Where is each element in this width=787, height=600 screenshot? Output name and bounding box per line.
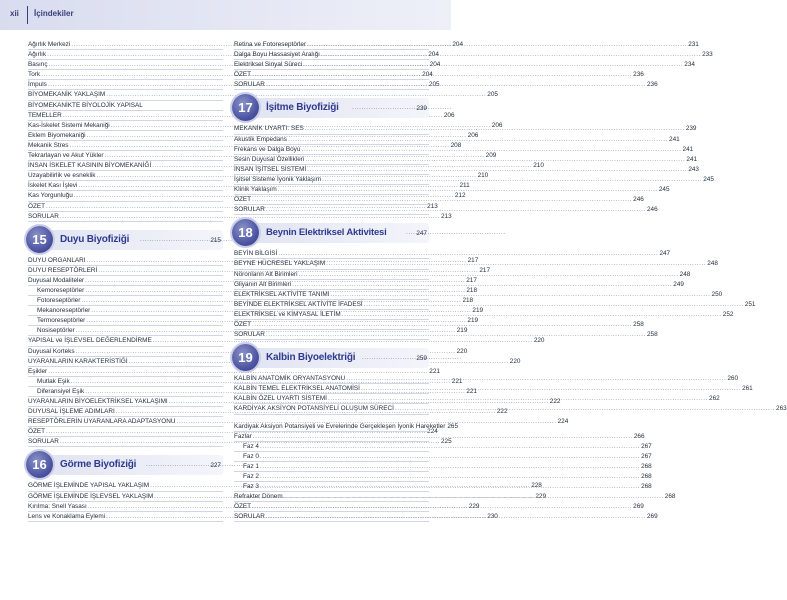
toc-entry-page: 217 (479, 266, 491, 274)
toc-entry-label: GÖRME İŞLEMİNDE YAPISAL YAKLAŞIM (28, 482, 150, 490)
leader-dots (266, 80, 646, 89)
toc-entry-label: Sesin Duyusal Özellikleri (234, 155, 305, 163)
toc-entry-label: GÖRME İŞLEMİNDE İŞLEVSEL YAKLAŞIM (28, 492, 154, 500)
toc-entry-label: Kas Yorgunluğu (28, 192, 73, 200)
toc-entry-page: 234 (684, 61, 695, 69)
toc-entry-page: 252 (722, 310, 734, 318)
toc-entry[interactable] (28, 101, 223, 111)
toc-entry-page: 212 (454, 192, 466, 200)
leader-dots (260, 462, 640, 471)
toc-entry-label: Lens ve Konaklama Eylemi (28, 512, 106, 520)
toc-entry-label: Kardiyak Aksiyon Potansiyeli ve Evrelerinde Gerçekleşen İyonik Hareketler (234, 423, 446, 431)
leader-dots (326, 259, 706, 268)
leader-dots (328, 394, 708, 403)
toc-entry-page: 219 (456, 327, 468, 335)
toc-entry-label: DUYUSAL İŞLEME ADIMLARI (28, 408, 115, 416)
leader-dots (364, 300, 744, 309)
leader-dots (252, 195, 632, 204)
toc-entry-label: Mutlak Eşik (37, 377, 70, 385)
toc-entry-label: KALBİN TEMEL ELEKTRİKSEL ANATOMİSİ (234, 385, 360, 393)
leader-dots (361, 384, 741, 393)
toc-entry-label: ÖZET (28, 428, 46, 436)
toc-entry-page: 213 (441, 212, 452, 220)
toc-entry[interactable] (28, 90, 498, 100)
chapter-title: İşitme Biyofiziği (266, 102, 339, 114)
chapter-number-badge: 17 (232, 94, 259, 121)
toc-entry-label: ÖZET (28, 202, 46, 210)
toc-entry-page: 265 (447, 423, 459, 431)
chapter-number-badge: 15 (26, 226, 53, 253)
toc-entry-page: 208 (450, 141, 462, 149)
toc-entry-page: 263 (776, 405, 787, 413)
leader-dots (252, 70, 632, 79)
toc-entry-label: DUYU ORGANLARI (28, 256, 86, 264)
toc-entry-label: Fotoreseptörler (37, 297, 81, 305)
leader-dots (305, 155, 685, 164)
toc-entry-label: Kemoreseptörler (37, 286, 85, 294)
toc-entry-label: Nosiseptörler (37, 327, 75, 335)
toc-entry-page: 245 (703, 175, 714, 183)
toc-entry-label: Faz 1 (243, 462, 259, 470)
toc-entry-page: 241 (682, 145, 694, 153)
toc-entry-page: 248 (679, 270, 691, 278)
toc-entry-label: Faz 2 (243, 472, 259, 480)
toc-entry-page: 268 (641, 472, 652, 480)
toc-entry[interactable] (28, 111, 455, 121)
toc-entry-page: 206 (443, 111, 455, 119)
chapter-18-heading[interactable] (234, 223, 429, 243)
toc-entry-page: 220 (533, 337, 545, 345)
toc-entry-page: 220 (509, 357, 521, 365)
leader-dots (307, 165, 687, 174)
leader-dots (284, 492, 664, 501)
toc-entry-label: Klinik Yaklaşım (234, 186, 277, 194)
chapter-title: Duyu Biyofiziği (60, 233, 130, 245)
toc-entry-page: 225 (441, 438, 452, 446)
toc-entry[interactable] (28, 212, 452, 222)
chapter-15-heading[interactable] (28, 230, 223, 250)
leader-dots (253, 432, 633, 441)
toc-entry-label: UYARANLARIN BİYOELEKTRİKSEL YAKLAŞIMI (28, 398, 168, 405)
toc-entry-page: 250 (711, 290, 723, 298)
toc-entry-page: 206 (491, 121, 503, 129)
toc-entry-page: 204 (428, 51, 439, 59)
leader-dots (305, 124, 685, 133)
toc-entry-page: 220 (456, 347, 468, 355)
chapter-page: 259 (416, 355, 427, 363)
chapter-17-heading[interactable] (234, 98, 429, 118)
toc-entry-label: Retina ve Fotoreseptörler (234, 41, 307, 48)
toc-entry[interactable] (234, 462, 652, 472)
toc-entry-page: 267 (641, 442, 652, 450)
toc-entry-page: 224 (557, 418, 569, 426)
toc-entry[interactable] (28, 336, 545, 346)
toc-entry-label: KARDİYAK AKSİYON POTANSİYELİ OLUŞUM SÜRECİ (234, 405, 394, 413)
leader-dots (146, 461, 202, 469)
toc-entry-page: 249 (673, 280, 684, 288)
toc-entry-page: 229 (468, 502, 480, 510)
toc-entry-label: İNSAN İŞİTSEL SİSTEMİ (234, 165, 307, 173)
toc-entry-label: Fazlar (234, 432, 252, 440)
toc-entry-label: Duyusal Korteks (28, 347, 75, 355)
toc-entry-page: 241 (686, 155, 698, 163)
toc-entry-page: 231 (688, 41, 699, 48)
toc-entry-page: 239 (685, 125, 697, 133)
leader-dots (352, 104, 408, 112)
toc-entry-page: 248 (707, 260, 718, 268)
leader-dots (278, 249, 658, 258)
leader-dots (252, 502, 632, 511)
toc-entry[interactable] (28, 347, 468, 357)
toc-entry-page: 211 (459, 182, 470, 190)
toc-entry-label: UYARANLARIN KARAKTERİSTİĞİ (28, 357, 128, 365)
toc-entry-label: Faz 4 (243, 442, 259, 450)
toc-entry-label: YAPISAL ve İŞLEVSEL DEĞERLENDİRME (28, 337, 152, 345)
toc-entry-page: 224 (427, 428, 438, 436)
toc-entry-page: 222 (549, 398, 561, 405)
toc-entry-page: 243 (688, 165, 699, 173)
toc-entry[interactable] (28, 367, 440, 377)
toc-entry-label: ÖZET (234, 196, 252, 204)
toc-entry-label: Eklem Biyomekaniği (28, 131, 86, 139)
toc-entry-page: 218 (462, 297, 474, 305)
header-divider (27, 6, 28, 24)
header-bar (0, 0, 451, 30)
leader-dots (362, 354, 412, 362)
toc-entry-page: 246 (647, 206, 658, 214)
chapter-19-heading[interactable] (234, 348, 429, 368)
toc-entry-label: ÖZET (234, 320, 252, 328)
leader-dots (321, 50, 701, 59)
toc-entry-page: 219 (467, 317, 479, 325)
leader-dots (266, 330, 646, 339)
toc-entry-page: 262 (709, 395, 720, 403)
toc-entry-label: Gliyanın Alt Birimleri (234, 280, 292, 288)
leader-dots (307, 40, 687, 49)
leader-dots (252, 320, 632, 329)
leader-dots (301, 145, 681, 154)
toc-entry-label: İşitsel Sisteme İyonik Yaklaşım (234, 175, 322, 183)
toc-entry-page: 219 (472, 307, 484, 315)
toc-entry-label: SORULAR (234, 81, 265, 89)
toc-entry-page: 241 (669, 135, 680, 143)
toc-entry-page: 251 (744, 300, 756, 308)
chapter-number-badge: 19 (232, 344, 259, 371)
leader-dots (278, 185, 658, 194)
leader-dots (346, 374, 726, 383)
chapter-title: Beynin Elektriksel Aktivitesi (266, 227, 387, 239)
toc-entry-page: 258 (647, 331, 658, 339)
toc-entry-page: 233 (702, 51, 713, 59)
toc-entry-page: 217 (466, 276, 477, 284)
toc-entry-page: 258 (633, 320, 644, 328)
toc-entry-label: SORULAR (234, 513, 265, 521)
toc-entry-label: SORULAR (234, 206, 265, 214)
toc-entry-page: 204 (429, 61, 441, 69)
toc-entry-page: 210 (477, 172, 489, 180)
toc-entry-label: Kırılma: Snell Yasası (28, 502, 87, 510)
leader-dots (140, 236, 200, 244)
toc-entry-label: ÖZET (234, 503, 252, 511)
toc-entry-page: 261 (742, 385, 753, 393)
toc-entry[interactable] (234, 452, 652, 462)
toc-entry-label: SORULAR (234, 331, 265, 339)
toc-entry-page: 221 (429, 367, 440, 375)
leader-dots (288, 135, 668, 144)
toc-entry-page: 236 (647, 81, 658, 89)
leader-dots (260, 472, 640, 481)
toc-entry-page: 269 (633, 503, 644, 511)
toc-entry-label: KALBİN ÖZEL UYARTI SİSTEMİ (234, 395, 327, 403)
toc-entry-label: ELEKTRİKSEL ve KİMYASAL İLETİM (234, 310, 341, 318)
toc-entry-page: 222 (496, 408, 508, 416)
chapter-page: 239 (416, 105, 427, 113)
toc-entry-label: Faz 3 (243, 483, 259, 490)
toc-entry-label: Ağırlık Merkezi (28, 41, 71, 48)
toc-entry-page: 218 (466, 286, 478, 294)
toc-entry-label: Tork (28, 71, 41, 79)
chapter-number-badge: 18 (232, 219, 259, 246)
chapter-number-badge: 16 (26, 451, 53, 478)
toc-entry-page: 205 (487, 91, 498, 99)
leader-dots (406, 229, 414, 237)
toc-entry-label: BEYNE HÜCRESEL YAKLAŞIM (234, 260, 326, 268)
toc-entry-label: ÖZET (234, 71, 252, 79)
toc-entry-label: Dalga Boyu Hassasiyet Aralığı (234, 51, 320, 59)
leader-dots (292, 280, 672, 289)
toc-entry-label: BİYOMEKANİK YAKLAŞIM (28, 91, 106, 99)
toc-entry-label: MEKANİK UYARTI: SES (234, 125, 304, 133)
page-number: xii (10, 9, 19, 18)
toc-entry-page: 236 (633, 71, 644, 79)
toc-entry-page: 204 (422, 71, 433, 79)
chapter-page: 247 (416, 230, 427, 238)
leader-dots (260, 442, 640, 451)
toc-entry-page: 268 (641, 483, 652, 490)
toc-entry-label: ELEKTRİKSEL AKTİVİTE TANIMI (234, 290, 330, 298)
toc-entry-page: 268 (664, 493, 676, 501)
chapter-16-heading[interactable] (28, 455, 223, 475)
toc-entry-page: 246 (633, 196, 644, 204)
toc-entry-page: 217 (467, 256, 479, 264)
toc-entry-label: SORULAR (28, 438, 59, 446)
toc-entry-label: Tekrarlayan ve Akut Yükler (28, 152, 104, 160)
toc-entry-label: Faz 0 (243, 452, 259, 460)
toc-entry[interactable] (234, 472, 652, 482)
leader-dots (299, 270, 679, 279)
toc-entry-label: RESEPTÖRLERİN UYARANLARA ADAPTASYONU (28, 418, 176, 426)
toc-entry-label: Ağırlık (28, 51, 47, 59)
leader-dots (342, 310, 722, 319)
toc-entry[interactable] (234, 70, 644, 80)
toc-entry-label: Frekans ve Dalga Boyu (234, 145, 301, 153)
toc-entry-page: 204 (452, 41, 464, 48)
leader-dots (395, 404, 775, 413)
leader-dots (260, 452, 640, 461)
chapter-title: Görme Biyofiziği (60, 459, 137, 471)
toc-entry-label: SORULAR (28, 212, 59, 220)
leader-dots (330, 290, 710, 299)
toc-entry-label: Basınç (28, 61, 48, 69)
toc-entry-label: Eşikler (28, 367, 48, 375)
toc-entry-label: Refrakter Dönem (234, 493, 283, 501)
toc-entry-page: 260 (727, 375, 739, 383)
toc-entry-label: Mekanik Stres (28, 141, 69, 149)
toc-entry-label: BİYOMEKANİKTE BİYOLOJİK YAPISAL (28, 101, 143, 109)
toc-entry-label: TEMELLER (28, 111, 62, 119)
toc-entry-page: 230 (487, 512, 498, 520)
toc-entry-page: 229 (535, 492, 547, 500)
toc-entry-label: İmpuls (28, 81, 47, 89)
leader-dots (322, 175, 702, 184)
toc-entry-page: 221 (451, 377, 463, 385)
toc-entry-page: 213 (427, 202, 438, 210)
toc-entry-page: 245 (658, 186, 670, 194)
toc-entry-page: 269 (647, 513, 658, 521)
toc-entry-page: 221 (466, 387, 477, 395)
page-title: İçindekiler (34, 9, 74, 18)
toc-entry-page: 267 (641, 452, 652, 460)
toc-entry-page: 247 (659, 250, 671, 258)
leader-dots (266, 512, 646, 521)
toc-entry-page: 205 (428, 81, 440, 89)
toc-entry-page: 206 (467, 131, 479, 139)
leader-dots (266, 205, 646, 214)
toc-entry-label: KALBİN ANATOMİK ORYANTASYONU (234, 375, 346, 383)
toc-entry-label: BEYİNDE ELEKTRİKSEL AKTİVİTE İFADESİ (234, 300, 363, 308)
toc-entry-page: 209 (485, 152, 497, 160)
toc-entry[interactable] (234, 249, 671, 259)
toc-entry-label: Akustik Empedans (234, 135, 287, 143)
leader-dots (260, 482, 640, 491)
toc-entry-label: BEYİN BİLGİSİ (234, 250, 278, 258)
toc-entry-label: Nöronların Alt Birimleri (234, 270, 298, 278)
leader-dots (303, 60, 683, 69)
chapter-title: Kalbin Biyoelektriği (266, 352, 356, 364)
toc-entry-page: 210 (533, 162, 544, 170)
chapter-page: 215 (210, 236, 221, 244)
toc-entry-label: DUYU RESEPTÖRLERİ (28, 266, 98, 274)
chapter-page: 227 (210, 462, 221, 470)
toc-entry-page: 266 (633, 432, 645, 440)
toc-entry-page: 268 (641, 462, 652, 470)
toc-entry-label: Termoreseptörler (37, 317, 86, 325)
toc-entry-label: Mekanoreseptörler (37, 307, 91, 315)
toc-entry-label: İskelet Kası İşlevi (28, 182, 78, 190)
toc-entry-label: Diferansiyel Eşik (37, 387, 85, 395)
toc-entry-page: 228 (531, 482, 542, 490)
toc-entry-label: Duyusal Modaliteler (28, 276, 85, 284)
toc-entry-label: Uzayabilirlik ve esneklik (28, 172, 96, 180)
toc-entry-label: Elektriksel Sinyal Süreci (234, 61, 303, 69)
toc-entry-label: İNSAN İSKELET KASININ BİYOMEKANİĞİ (28, 162, 152, 170)
toc-entry-label: Kas-İskelet Sistemi Mekaniği (28, 121, 110, 129)
